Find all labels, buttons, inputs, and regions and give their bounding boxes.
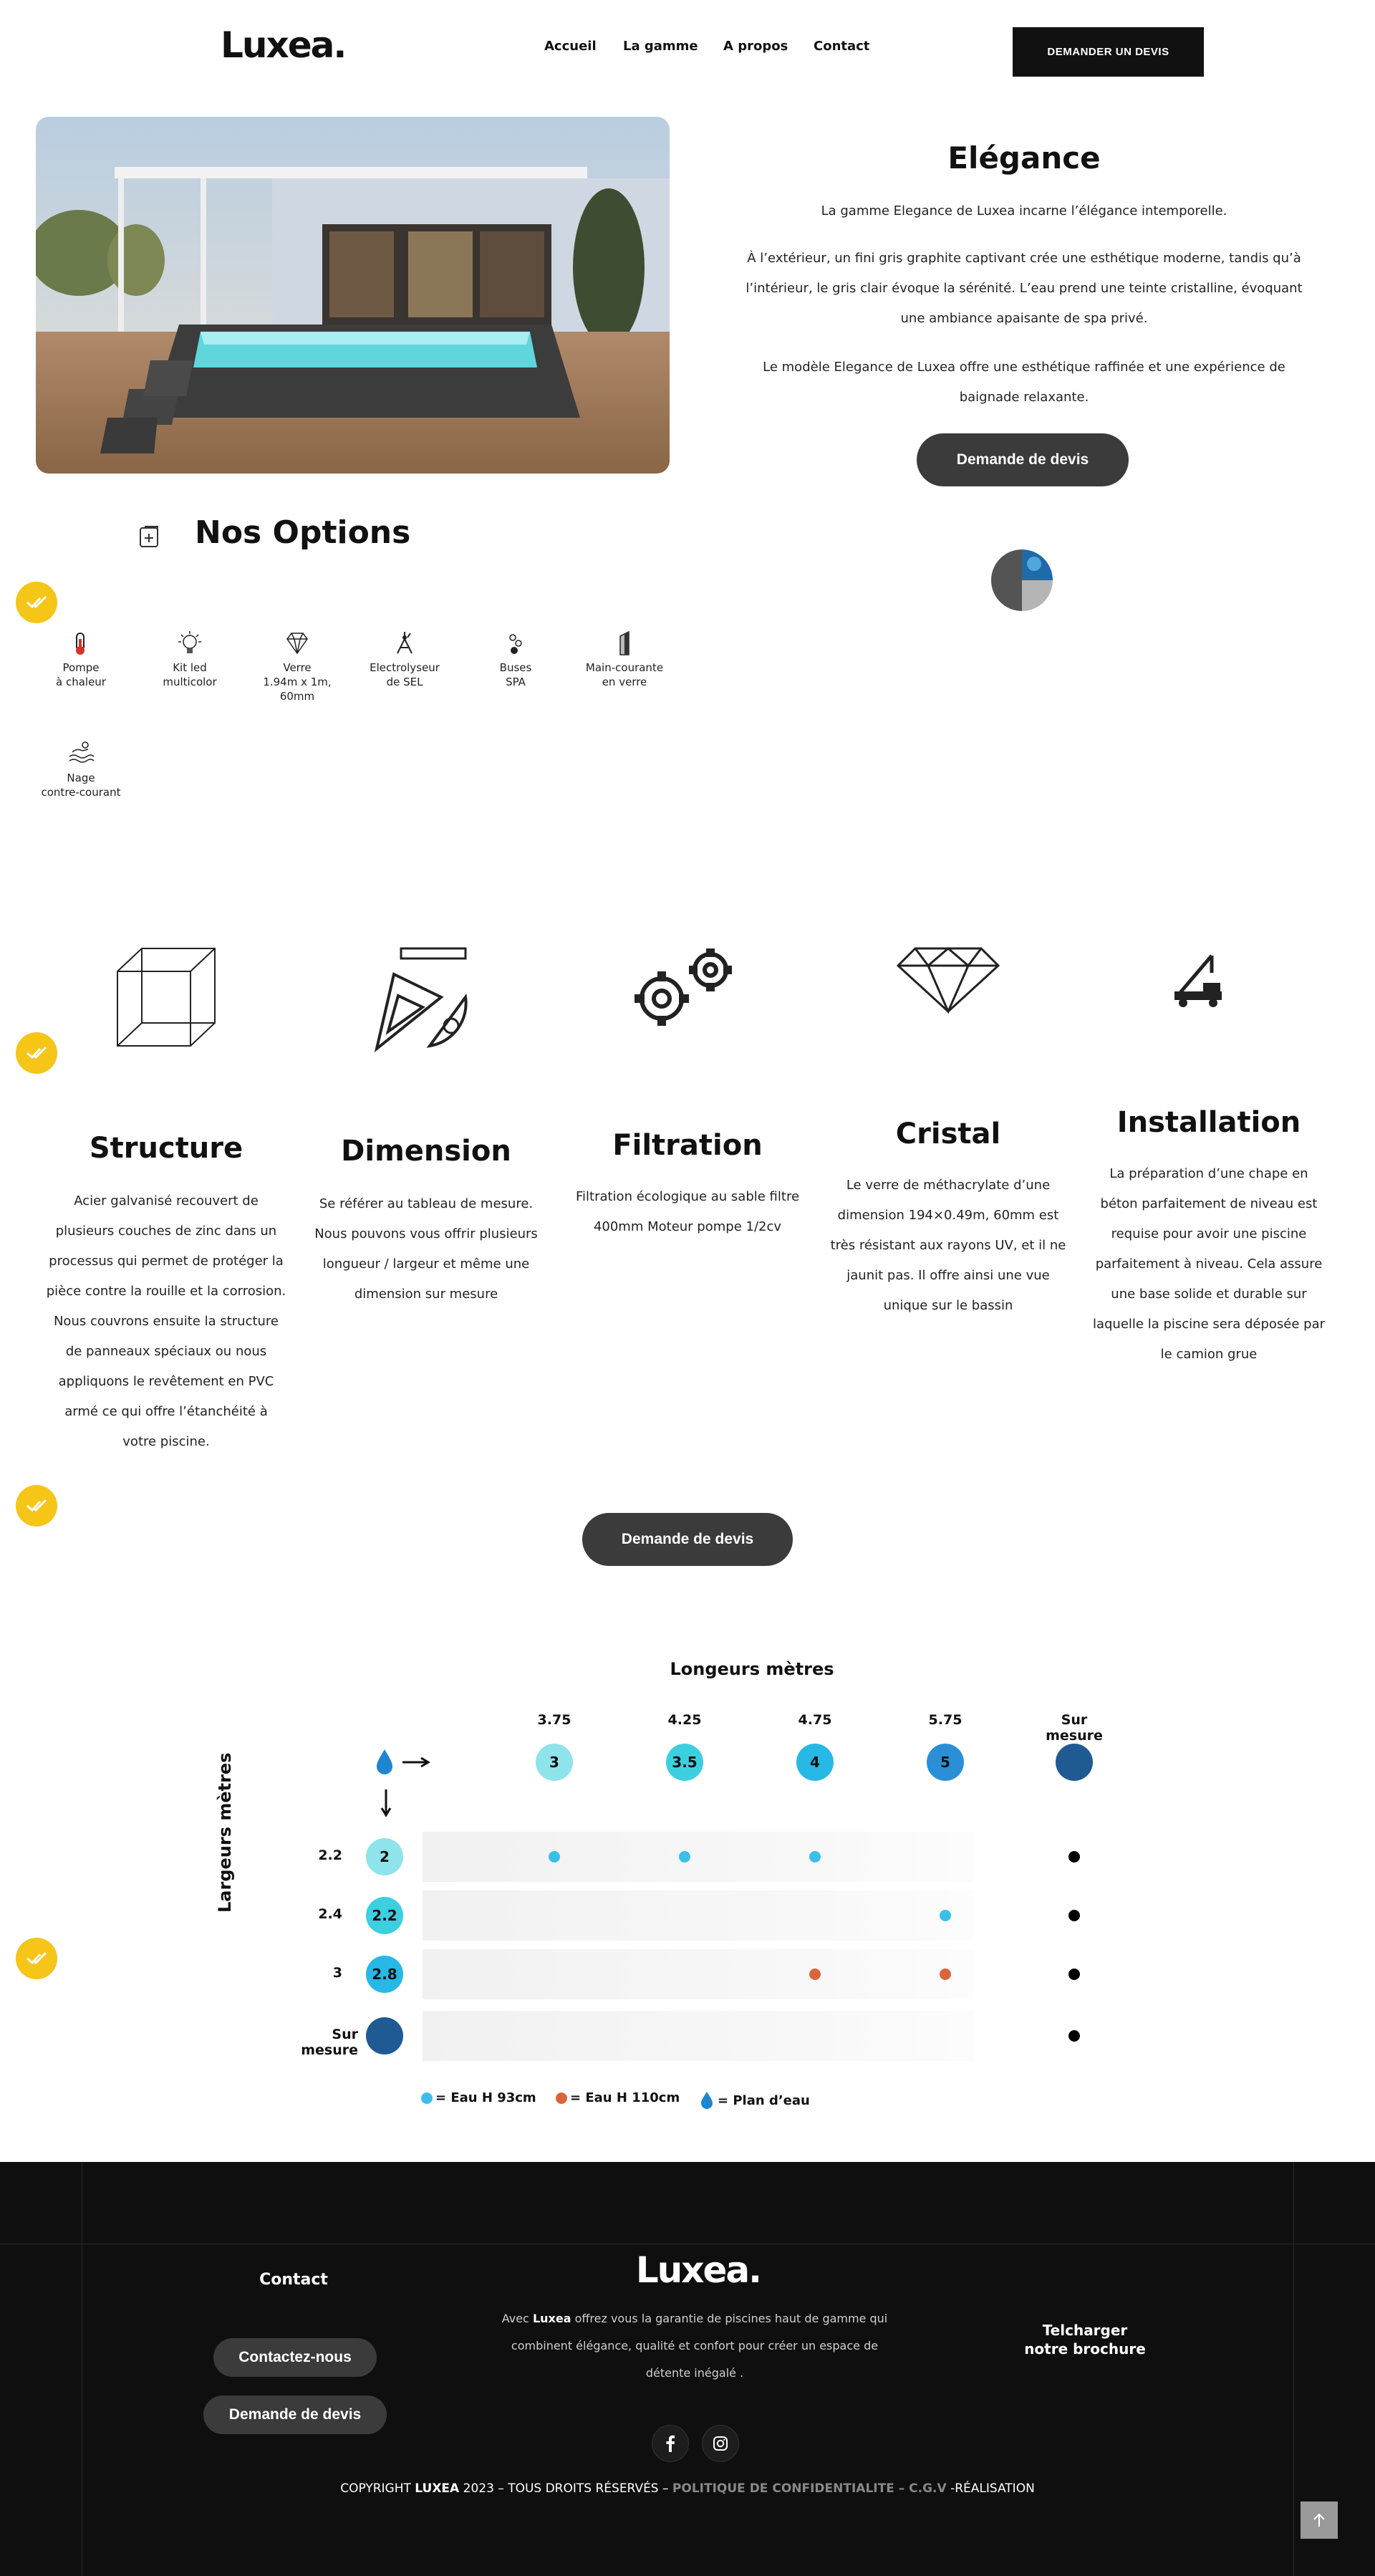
gears-icon — [630, 944, 739, 1033]
option-main-courante[interactable] — [574, 629, 675, 689]
column-badge: 5 — [927, 1744, 964, 1781]
nav-a-propos[interactable]: A propos — [723, 39, 788, 54]
feature-dimension-text: Se référer au tableau de mesure. Nous pouvons vous offrir plusieurs longueur / largeur et même une dimension sur mesure — [314, 1196, 538, 1302]
footer-copyright: COPYRIGHT LUXEA 2023 – TOUS DROITS RÉSERVÉS – POLITIQUE DE CONFIDENTIALITE – C.G.V -RÉALISATION — [340, 2481, 1035, 2496]
option-electrolyseur[interactable] — [354, 629, 455, 689]
diamond-icon — [895, 946, 1001, 1017]
option-pompe-l2: à chaleur — [56, 676, 106, 688]
facebook-icon[interactable] — [652, 2425, 689, 2462]
footer-contact-title: Contact — [259, 2271, 328, 2289]
black-dot — [1068, 2030, 1080, 2042]
footer-devis-button[interactable]: Demande de devis — [203, 2395, 387, 2434]
row-label: 2.2 — [318, 1847, 342, 1863]
column-label: 4.25 — [667, 1712, 702, 1728]
footer-legal-links[interactable]: POLITIQUE DE CONFIDENTIALITE – C.G.V — [672, 2481, 947, 2496]
option-pompe[interactable] — [31, 629, 131, 689]
black-dot — [1068, 1969, 1080, 1980]
feature-filtration-title: Filtration — [612, 1129, 763, 1162]
column-label: Sur mesure — [1046, 1712, 1103, 1744]
feature-cristal-text: Le verre de méthacrylate d’une dimension 194×0.49m, 60mm est très résistant aux rayons UV, et il ne jaunit pas. Il offre ainsi une vue unique sur le bassin — [830, 1178, 1066, 1313]
footer-contact-button[interactable]: Contactez-nous — [213, 2338, 377, 2377]
blue-dot — [809, 1851, 821, 1863]
feature-dimension-title: Dimension — [341, 1135, 511, 1168]
color-swatch[interactable] — [991, 549, 1053, 611]
water-drop-icon — [372, 1748, 397, 1779]
arrow-down-icon — [380, 1788, 392, 1821]
option-buses-l1: Buses — [499, 661, 532, 674]
hero-paragraph-1: La gamme Elegance de Luxea incarne l’élégance intemporelle. — [821, 203, 1227, 218]
mid-devis-button[interactable]: Demande de devis — [582, 1513, 793, 1566]
option-led[interactable] — [140, 629, 240, 689]
hero-paragraph-3a: Le modèle Elegance de Luxea offre une esthétique raffinée et une expérience de — [763, 360, 1285, 375]
column-label: 5.75 — [928, 1712, 962, 1728]
option-led-l2: multicolor — [163, 676, 217, 688]
table-row — [423, 1832, 973, 1882]
led-bulb-icon — [175, 629, 204, 658]
orange-dot — [809, 1969, 821, 1980]
option-electrolyseur-l1: Electrolyseur — [370, 661, 440, 674]
column-badge: 4 — [796, 1744, 834, 1781]
row-badge — [366, 2017, 403, 2054]
column-badge — [1056, 1744, 1093, 1781]
option-led-l1: Kit led — [173, 661, 207, 674]
scroll-top-button[interactable] — [1301, 2501, 1338, 2539]
legend-eau-110: = Eau H 110cm — [556, 2090, 680, 2105]
row-label: 3 — [332, 1965, 342, 1981]
hero-devis-button[interactable]: Demande de devis — [917, 433, 1129, 486]
hero-title: Elégance — [947, 140, 1101, 176]
option-main-courante-l1: Main-courante — [585, 661, 664, 674]
header-devis-button[interactable]: DEMANDER UN DEVIS — [1013, 27, 1204, 77]
column-label: 4.75 — [798, 1712, 832, 1728]
yellow-badge-icon[interactable] — [16, 1485, 57, 1527]
options-icon — [139, 525, 160, 551]
hero-paragraph-2b: l’intérieur, le gris clair évoque la sérénité. L’eau prend une teinte cristalline, évoquant — [746, 281, 1303, 296]
option-buses-l2: SPA — [506, 676, 526, 688]
feature-installation-title: Installation — [1116, 1106, 1301, 1139]
site-logo[interactable]: Luxea. — [221, 24, 346, 66]
black-dot — [1068, 1851, 1080, 1863]
table-row — [423, 1949, 973, 1999]
table-row — [423, 1890, 973, 1941]
option-verre-l2: 1.94m x 1m, 60mm — [263, 676, 332, 703]
table-row — [423, 2011, 973, 2061]
orange-dot — [940, 1969, 951, 1980]
option-verre-l1: Verre — [283, 661, 312, 674]
blue-dot — [679, 1851, 690, 1863]
row-badge: 2.2 — [366, 1897, 403, 1934]
heat-pump-icon — [67, 629, 95, 658]
arrow-right-icon — [401, 1756, 431, 1771]
spa-jets-icon — [501, 629, 530, 658]
nav-la-gamme[interactable]: La gamme — [623, 39, 698, 54]
instagram-icon[interactable] — [702, 2425, 739, 2462]
option-pompe-l1: Pompe — [62, 661, 100, 674]
column-label: 3.75 — [537, 1712, 571, 1728]
diamond-icon — [283, 629, 312, 658]
legend-eau-93: = Eau H 93cm — [421, 2090, 536, 2105]
feature-structure-text: Acier galvanisé recouvert de plusieurs couches de zinc dans un processus qui permet de protéger la pièce contre la rouille et la corrosion. Nous couvrons ensuite la structure de panneaux spéciaux ou nous appliquons le revêtement en PVC armé ce qui offre l’étanchéité à votre piscine. — [46, 1193, 286, 1449]
option-nage-l1: Nage — [67, 772, 95, 784]
hero-pool-image — [36, 117, 670, 474]
blue-dot — [940, 1910, 951, 1921]
blue-dot — [549, 1851, 560, 1863]
footer-logo[interactable]: Luxea. — [635, 2249, 761, 2291]
row-label: 2.4 — [318, 1906, 342, 1922]
cube-icon — [115, 946, 218, 1052]
column-badge: 3.5 — [666, 1744, 703, 1781]
feature-installation-text: La préparation d’une chape en béton parfaitement de niveau est requise pour avoir une piscine parfaitement à niveau. Cela assure une base solide et durable sur laquelle la piscine sera déposée par le camion grue — [1092, 1166, 1326, 1362]
footer-description: Avec Luxea offrez vous la garantie de piscines haut de gamme qui combinent élégance, qualité et confort pour créer un espace de détente inégalé . — [501, 2312, 888, 2380]
nav-accueil[interactable]: Accueil — [544, 39, 597, 54]
ruler-set-icon — [372, 946, 480, 1056]
footer-brochure-link[interactable]: Telcharger notre brochure — [1024, 2322, 1146, 2358]
row-badge: 2 — [366, 1838, 403, 1875]
options-title: Nos Options — [195, 514, 411, 551]
option-electrolyseur-l2: de SEL — [386, 676, 423, 688]
option-main-courante-l2: en verre — [602, 676, 647, 688]
feature-filtration-text: Filtration écologique au sable filtre 400mm Moteur pompe 1/2cv — [575, 1189, 800, 1234]
footer-divider-right — [1293, 2162, 1294, 2576]
yellow-badge-icon[interactable] — [16, 582, 57, 623]
table-title: Longeurs mètres — [670, 1659, 834, 1679]
yellow-badge-icon[interactable] — [16, 1032, 57, 1074]
hero-paragraph-3b: baignade relaxante. — [959, 390, 1089, 405]
option-nage[interactable] — [31, 739, 131, 799]
column-badge: 3 — [536, 1744, 573, 1781]
legend-plan-eau: = Plan d’eau — [699, 2090, 810, 2110]
yellow-badge-icon[interactable] — [16, 1938, 57, 1979]
black-dot — [1068, 1910, 1080, 1921]
row-badge: 2.8 — [366, 1956, 403, 1993]
hero-paragraph-2c: une ambiance apaisante de spa privé. — [900, 311, 1148, 326]
row-label: Sur mesure — [301, 2027, 358, 2058]
nav-contact[interactable]: Contact — [814, 39, 870, 54]
option-buses[interactable] — [465, 629, 566, 689]
hero-paragraph-2a: À l’extérieur, un fini gris graphite captivant crée une esthétique moderne, tandis qu’à — [747, 251, 1301, 266]
arrow-up-icon — [1312, 2512, 1326, 2528]
feature-cristal-title: Cristal — [895, 1118, 1001, 1150]
glass-handrail-icon — [610, 629, 639, 658]
option-verre[interactable] — [247, 629, 347, 703]
feature-structure-title: Structure — [89, 1132, 243, 1165]
table-side-title: Largeurs mètres — [215, 1752, 235, 1913]
electrolyser-icon — [390, 629, 419, 658]
swim-current-icon — [67, 739, 95, 768]
option-nage-l2: contre-courant — [41, 786, 121, 799]
crane-truck-icon — [1172, 951, 1225, 1011]
